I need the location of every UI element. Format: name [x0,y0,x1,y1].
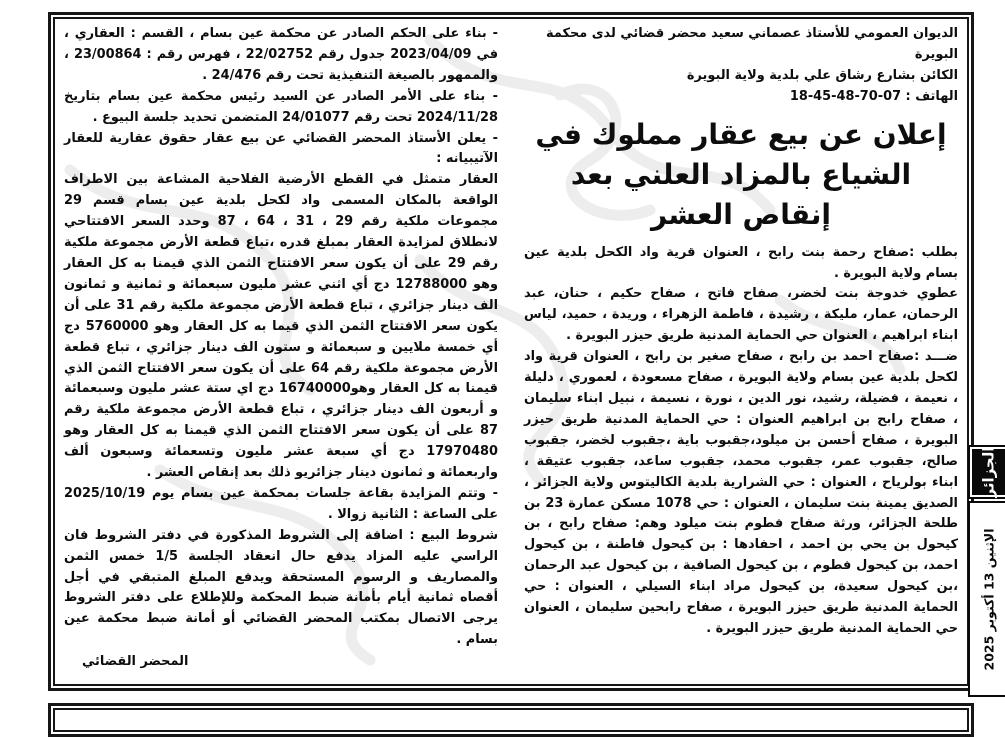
bailiff-signature: المحضر القضائي [82,654,189,670]
notice-right-column [524,24,958,680]
issue-date-label: الإثنين 13 أكتوبر 2025 [981,528,997,670]
issue-date-box [968,501,1005,697]
petitioner-paragraph: بطلب :صفاح رحمة بنت رابح ، العنوان قرية واد الكحل بلدية عين بسام ولاية البويرة . [524,244,958,281]
newspaper-masthead [968,445,1005,499]
notice-left-column [64,24,498,680]
auction-session-paragraph: - وتتم المزايدة بقاعة جلسات بمحكمة عين بسام يوم 2025/10/19 على الساعة : الثانية زوالا . [64,485,498,522]
notice-columns [64,24,958,680]
notice-headline: إعلان عن بيع عقار مملوك في الشياع بالمزاد العلني بعد إنقاص العشر [535,117,947,231]
auction-notice-box [48,12,974,691]
sale-conditions-paragraph: شروط البيع : اضافة إلى الشروط المذكورة في دفتر الشروط فان الراسي عليه المزاد يدفع حال انعقاد الجلسة 1/5 خمس الثمن والمصاريف و الرسوم المستحقة ويدفع المبلغ المتبقي في أجل أقصاه ثمانية أيام بأمانة ضبط المحكمة وللإطلاع على دفتر الشروط يرجى الاتصال بمكتب المحضر القضائي أو أمانة ضبط محكمة عين بسام . [64,527,498,648]
property-description-paragraph: العقار متمثل في القطع الأرضية الفلاحية المشاعة بين الاطراف الواقعة بالمكان المسمى واد لكحل بلدية عين بسام قسم 29 مجموعات ملكية رقم 29 ، 31 ، 64 ، 87 وحدد السعر الافتتاحي لانطلاق لمزايدة العقار بمبلغ قدره ،تباع قطعة الأرض مجموعة ملكية رقم 29 على أن يكون سعر الافتتاح الثمن الذي قيمنا به كل العقار وهو 12788000 دج أي اثني عشر مليون سبعمائة و ثمانية و ثمانون الف دينار جزائري ، تباع قطعة الأرض مجموعة ملكية رقم 31 على أن يكون سعر الافتتاح الثمن الذي قيما به كل العقار وهو 5760000 دج أي خمسة ملايين و سبعمائة و ستون الف دينار جزائري ، تباع قطعة الأرض مجموعة ملكية رقم 64 على أن يكون سعر الافتتاح الثمن الذي قيمنا به كل العقار وهو16740000 دج اي ستة عشر مليون وسبعمائة و أربعون الف دينار جزائري ، تباع قطعة الأرض مجموعة ملكية رقم 87 على أن يكون سعر الافتتاح الثمن الذي قيمنا به كل العقار وهو 17970480 دج أي سبعة عشر مليون وتسعمائة وسبعون ألف واربعمائة و ثمانون دينار جزائريو ذلك بعد إنقاص العشر . [64,172,499,481]
auction-notice-inner-frame [53,17,969,686]
next-ad-frame-inner [53,708,969,732]
newspaper-sidebar [968,445,1005,697]
bailiff-office-header [524,24,958,108]
newspaper-logo [972,446,1005,498]
co-petitioners-paragraph: عطوي خدوجة بنت لخضر، صفاح فاتح ، صفاح حكيم ، حنان، عبد الرحمان، عمار، مليكة ، رشيدة ، فاطمة الزهراء ، وريدة ، حميد، لياس ابناء ابراهيم ، العنوان حي الحماية المدنية طريق حيزر البويرة . [524,286,958,344]
office-name-line: الديوان العمومي للأستاذ عصماني سعيد محضر قضائي لدى محكمة البويرة [546,26,958,62]
office-phone-line: الهاتف : 07-70-48-45-18 [789,88,958,104]
judgment-reference-paragraph: - بناء على الحكم الصادر عن محكمة عين بسام ، القسم : العقاري ، في 2023/04/09 جدول رقم 22/02752 ، فهرس رقم : 23/00864 ، والممهور بالصيغة التنفيذية تحت رقم 24/476 . [64,26,499,83]
defendants-paragraph: ضـــد :صفاح احمد بن رابح ، صفاح صغير بن رابح ، العنوان قرية واد لكحل بلدية عين بسام ولاية البويرة ، صفاح مسعودة ، لعموري ، دليلة ، نعيمة ، فضيلة، رشيد، نور الدين ، نورة ، نسيمة ، نبيل ابناء سليمان ، صفاح رابح بن ابراهيم العنوان : حي الحماية المدنية طريق حيزر البويرة ، صفاح أحسن بن ميلود،جقبوب باية ،جقبوب لخضر، جقبوب صالح، جقبوب عمر، جقبوب محمد، جقبوب ساعد، جقبوب عتيقة ، ابناء بولرياح ، العنوان : حي الشرارية بلدية الكاليتوس ولاية الجزائر ، الصديق يمينة بنت سليمان ، العنوان : حي 1078 مسكن عمارة 23 بن طلحة الجزائر، ورثة صفاح فطوم بنت ميلود وهم: صفاح رابح ، بن كيحول بن يحي بن احمد ، احفادها : بن كيحول فاطنة ، بن كيحول احمد، بن كيحول فطوم ، بن كيحول الصافية ، بن كيحول عبد الرحمان ،بن كيحول سعيدة، بن كيحول مراد ابناء السيلي ، العنوان : حي الحماية المدنية طريق حيزر البويرة ، صفاح رابحين سليمان ، العنوان حي الحماية المدنية طريق حيزر البويرة . [524,349,958,636]
office-address-line: الكائن بشارع رشاق علي بلدية ولاية البويرة [686,67,958,83]
next-ad-frame-partial [48,703,974,737]
newspaper-name-label: الجزائر [980,446,998,498]
announcement-paragraph: - يعلن الأستاذ المحضر القضائي عن بيع عقار حقوق عقارية للعقار الآتيبيانه : [64,130,498,167]
order-reference-paragraph: - بناء على الأمر الصادر عن السيد رئيس محكمة عين بسام بتاريخ 2024/11/28 تحت رقم 24/01077 المتضمن تحديد جلسة البيوع . [64,88,498,125]
